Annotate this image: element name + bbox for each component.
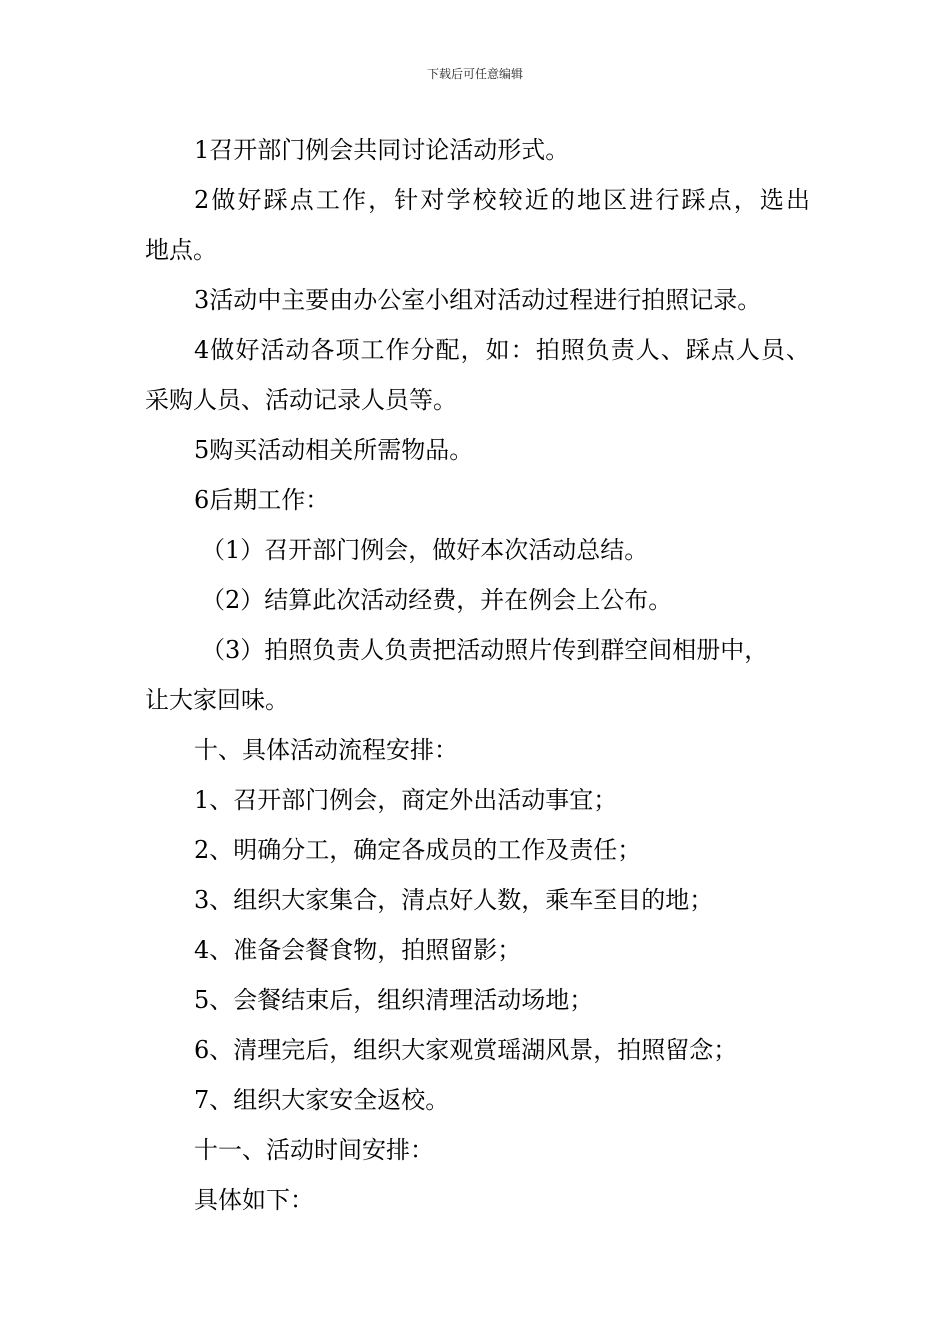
list-item-2: 2、明确分工，确定各成员的工作及责任； (194, 836, 642, 864)
list-item-3: 3、组织大家集合，清点好人数，乘车至目的地； (194, 886, 714, 914)
paragraph-line-5: 4做好活动各项工作分配，如：拍照负责人、踩点人员、 (194, 336, 810, 364)
paragraph-line-9: （1）召开部门例会，做好本次活动总结。 (201, 536, 649, 564)
paragraph-line-12: 让大家回味。 (145, 686, 289, 714)
paragraph-line-3: 地点。 (145, 236, 217, 264)
list-item-7: 7、组织大家安全返校。 (194, 1086, 450, 1114)
paragraph-line-8: 6后期工作： (194, 486, 330, 514)
paragraph-line-1: 1召开部门例会共同讨论活动形式。 (194, 136, 570, 164)
list-item-4: 4、准备会餐食物，拍照留影； (194, 936, 522, 964)
list-item-6: 6、清理完后，组织大家观赏瑶湖风景，拍照留念； (194, 1036, 738, 1064)
paragraph-line-4: 3活动中主要由办公室小组对活动过程进行拍照记录。 (194, 286, 762, 314)
paragraph-line-6: 采购人员、活动记录人员等。 (145, 386, 457, 414)
document-body (145, 125, 810, 1225)
list-item-5: 5、会餐结束后，组织清理活动场地； (194, 986, 594, 1014)
list-item-1: 1、召开部门例会，商定外出活动事宜； (194, 786, 618, 814)
paragraph-line-details: 具体如下： (194, 1186, 314, 1214)
paragraph-line-11: （3）拍照负责人负责把活动照片传到群空间相册中， (201, 636, 769, 664)
section-heading-11: 十一、活动时间安排： (194, 1136, 434, 1164)
paragraph-line-2: 2做好踩点工作，针对学校较近的地区进行踩点，选出 (194, 186, 810, 214)
paragraph-line-10: （2）结算此次活动经费，并在例会上公布。 (201, 586, 673, 614)
page-header-note: 下载后可任意编辑 (426, 67, 523, 81)
section-heading-10: 十、具体活动流程安排： (194, 736, 458, 764)
paragraph-line-7: 5购买活动相关所需物品。 (194, 436, 474, 464)
